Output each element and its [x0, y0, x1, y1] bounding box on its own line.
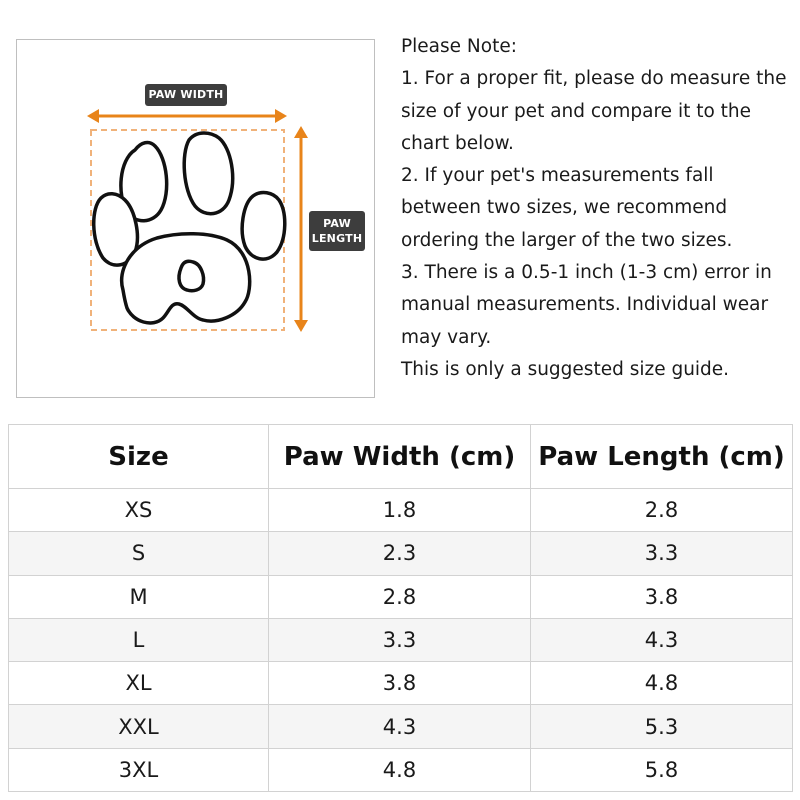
table-row: [9, 618, 793, 661]
cell-size: S: [9, 532, 269, 575]
cell-paw-length: 4.3: [531, 618, 793, 661]
table-row: [9, 532, 793, 575]
cell-paw-width: 3.8: [269, 662, 531, 705]
cell-size: XXL: [9, 705, 269, 748]
cell-size: L: [9, 618, 269, 661]
table-row: [9, 748, 793, 791]
notes-heading: Please Note:: [401, 36, 517, 57]
paw-print-icon: [94, 133, 285, 323]
cell-size: 3XL: [9, 748, 269, 791]
cell-paw-width: 1.8: [269, 489, 531, 532]
cell-paw-width: 2.8: [269, 575, 531, 618]
paw-measurement-diagram: [16, 39, 375, 398]
header-paw-width: Paw Width (cm): [269, 425, 531, 489]
note-item-3: 3. There is a 0.5-1 inch (1-3 cm) error in manual measurements. Individual wear may vary.: [401, 262, 772, 348]
note-item-1: 1. For a proper fit, please do measure the size of your pet and compare it to the chart below.: [401, 68, 787, 154]
cell-paw-length: 5.3: [531, 705, 793, 748]
header-size: Size: [9, 425, 269, 489]
cell-paw-width: 2.3: [269, 532, 531, 575]
size-notes: [401, 31, 797, 386]
cell-paw-length: 2.8: [531, 489, 793, 532]
paw-width-arrow: [87, 109, 287, 123]
table-header-row: [9, 425, 793, 489]
table-row: [9, 662, 793, 705]
cell-paw-length: 3.8: [531, 575, 793, 618]
cell-size: XS: [9, 489, 269, 532]
header-paw-length: Paw Length (cm): [531, 425, 793, 489]
note-footer: This is only a suggested size guide.: [401, 358, 730, 380]
paw-length-arrow: [294, 126, 308, 332]
cell-paw-length: 3.3: [531, 532, 793, 575]
cell-paw-width: 3.3: [269, 618, 531, 661]
cell-size: XL: [9, 662, 269, 705]
note-item-2: 2. If your pet's measurements fall between two sizes, we recommend ordering the larger of the two sizes.: [401, 165, 733, 251]
cell-paw-length: 5.8: [531, 748, 793, 791]
table-row: [9, 489, 793, 532]
cell-paw-width: 4.8: [269, 748, 531, 791]
cell-size: M: [9, 575, 269, 618]
table-row: [9, 575, 793, 618]
size-chart-table: [8, 424, 793, 792]
table-row: [9, 705, 793, 748]
cell-paw-width: 4.3: [269, 705, 531, 748]
paw-length-label: PAW LENGTH: [309, 211, 365, 251]
paw-width-label: PAW WIDTH: [145, 84, 227, 106]
cell-paw-length: 4.8: [531, 662, 793, 705]
